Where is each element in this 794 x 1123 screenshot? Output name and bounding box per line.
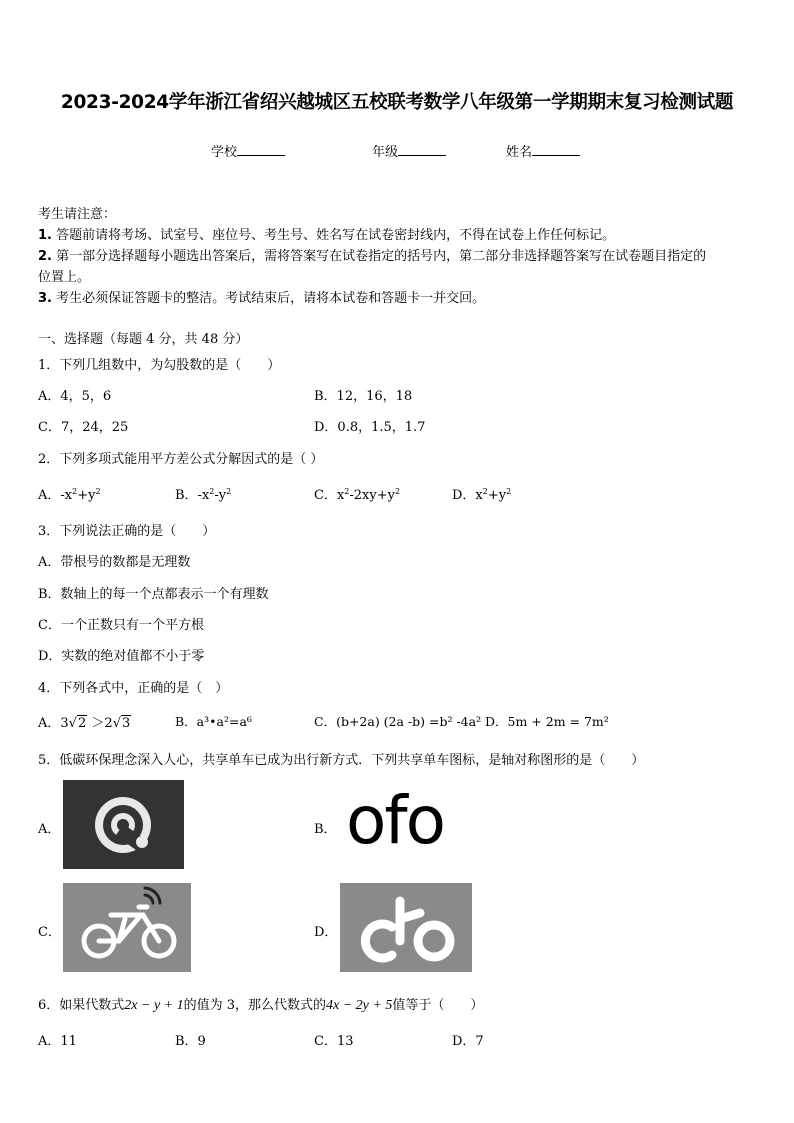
q2-option-d[interactable]: D．$x^2+y^2$ [452,487,512,503]
q5-option-b-label[interactable]: B． [314,822,337,837]
q2-option-c[interactable]: C．$x^2-2xy+y^2$ [314,487,401,503]
q4-option-a[interactable]: A．3√2 ＞2√3 [38,716,131,731]
q6-option-d[interactable]: D．7 [452,1034,484,1049]
q3-option-c[interactable]: C．一个正数只有一个平方根 [38,618,204,633]
q2-option-a[interactable]: A．$-x^2+y^2$ [38,487,101,503]
q4-stem: 4．下列各式中，正确的是（ ） [38,681,229,696]
notice-heading: 考生请注意： [38,207,117,222]
notice-item-2-cont: 位置上。 [38,270,91,285]
ofo-logo-image: ofo [346,782,444,859]
name-field[interactable]: 姓名 [506,141,580,160]
q4-option-c[interactable]: C．(b+2a) (2a -b) =b² -4a² [314,714,482,729]
q4-option-d[interactable]: D．5m + 2m = 7m² [485,714,609,729]
notice-item-2: 2. 第一部分选择题每小题选出答案后，需将答案写在试卷指定的括号内，第二部分非选择题答案写在试卷题目指定的 [38,249,707,264]
q2-stem: 2．下列多项式能用平方差公式分解因式的是（ ） [38,452,324,467]
q1-option-d[interactable]: D．0.8，1.5，1.7 [314,420,426,435]
q6-stem: 6．如果代数式2x − y + 1的值为 3，那么代数式的4x − 2y + 5值等于（ ） [38,998,484,1013]
q6-option-a[interactable]: A．11 [38,1034,77,1049]
q3-stem: 3．下列说法正确的是（ ） [38,524,216,539]
q4-option-b[interactable]: B．a³•a²=a⁶ [175,714,252,729]
q5-option-c-label[interactable]: C． [38,925,61,940]
q5-option-d-label[interactable]: D． [314,925,338,940]
section-heading: 一、选择题（每题 4 分，共 48 分） [38,332,249,347]
q5-option-a-label[interactable]: A． [38,822,61,837]
school-field[interactable]: 学校 [211,141,285,160]
q1-option-a[interactable]: A．4，5，6 [38,389,112,404]
notice-item-1: 1. 答题前请将考场、试室号、座位号、考生号、姓名写在试卷密封线内，不得在试卷上作任何标记。 [38,228,616,243]
page-title: 2023-2024学年浙江省绍兴越城区五校联考数学八年级第一学期期末复习检测试题 [60,92,734,113]
q6-option-b[interactable]: B．9 [175,1034,206,1049]
grade-field[interactable]: 年级 [372,141,446,160]
q3-option-b[interactable]: B．数轴上的每一个点都表示一个有理数 [38,587,269,602]
q3-option-d[interactable]: D．实数的绝对值都不小于零 [38,649,205,664]
bike-logo-a-image [63,780,184,869]
q6-option-c[interactable]: C．13 [314,1034,354,1049]
q5-stem: 5．低碳环保理念深入人心，共享单车已成为出行新方式．下列共享单车图标，是轴对称图形的是（ ） [38,753,645,768]
notice-item-3: 3. 考生必须保证答题卡的整洁。考试结束后，请将本试卷和答题卡一并交回。 [38,291,486,306]
q1-option-b[interactable]: B．12，16，18 [314,389,413,404]
q2-option-b[interactable]: B．$-x^2-y^2$ [175,487,232,503]
q3-option-a[interactable]: A．带根号的数都是无理数 [38,555,191,570]
bike-logo-c-image [63,883,191,972]
q1-stem: 1．下列几组数中，为勾股数的是（ ） [38,358,281,373]
q1-option-c[interactable]: C．7，24，25 [38,420,129,435]
bike-logo-d-image [340,883,472,972]
